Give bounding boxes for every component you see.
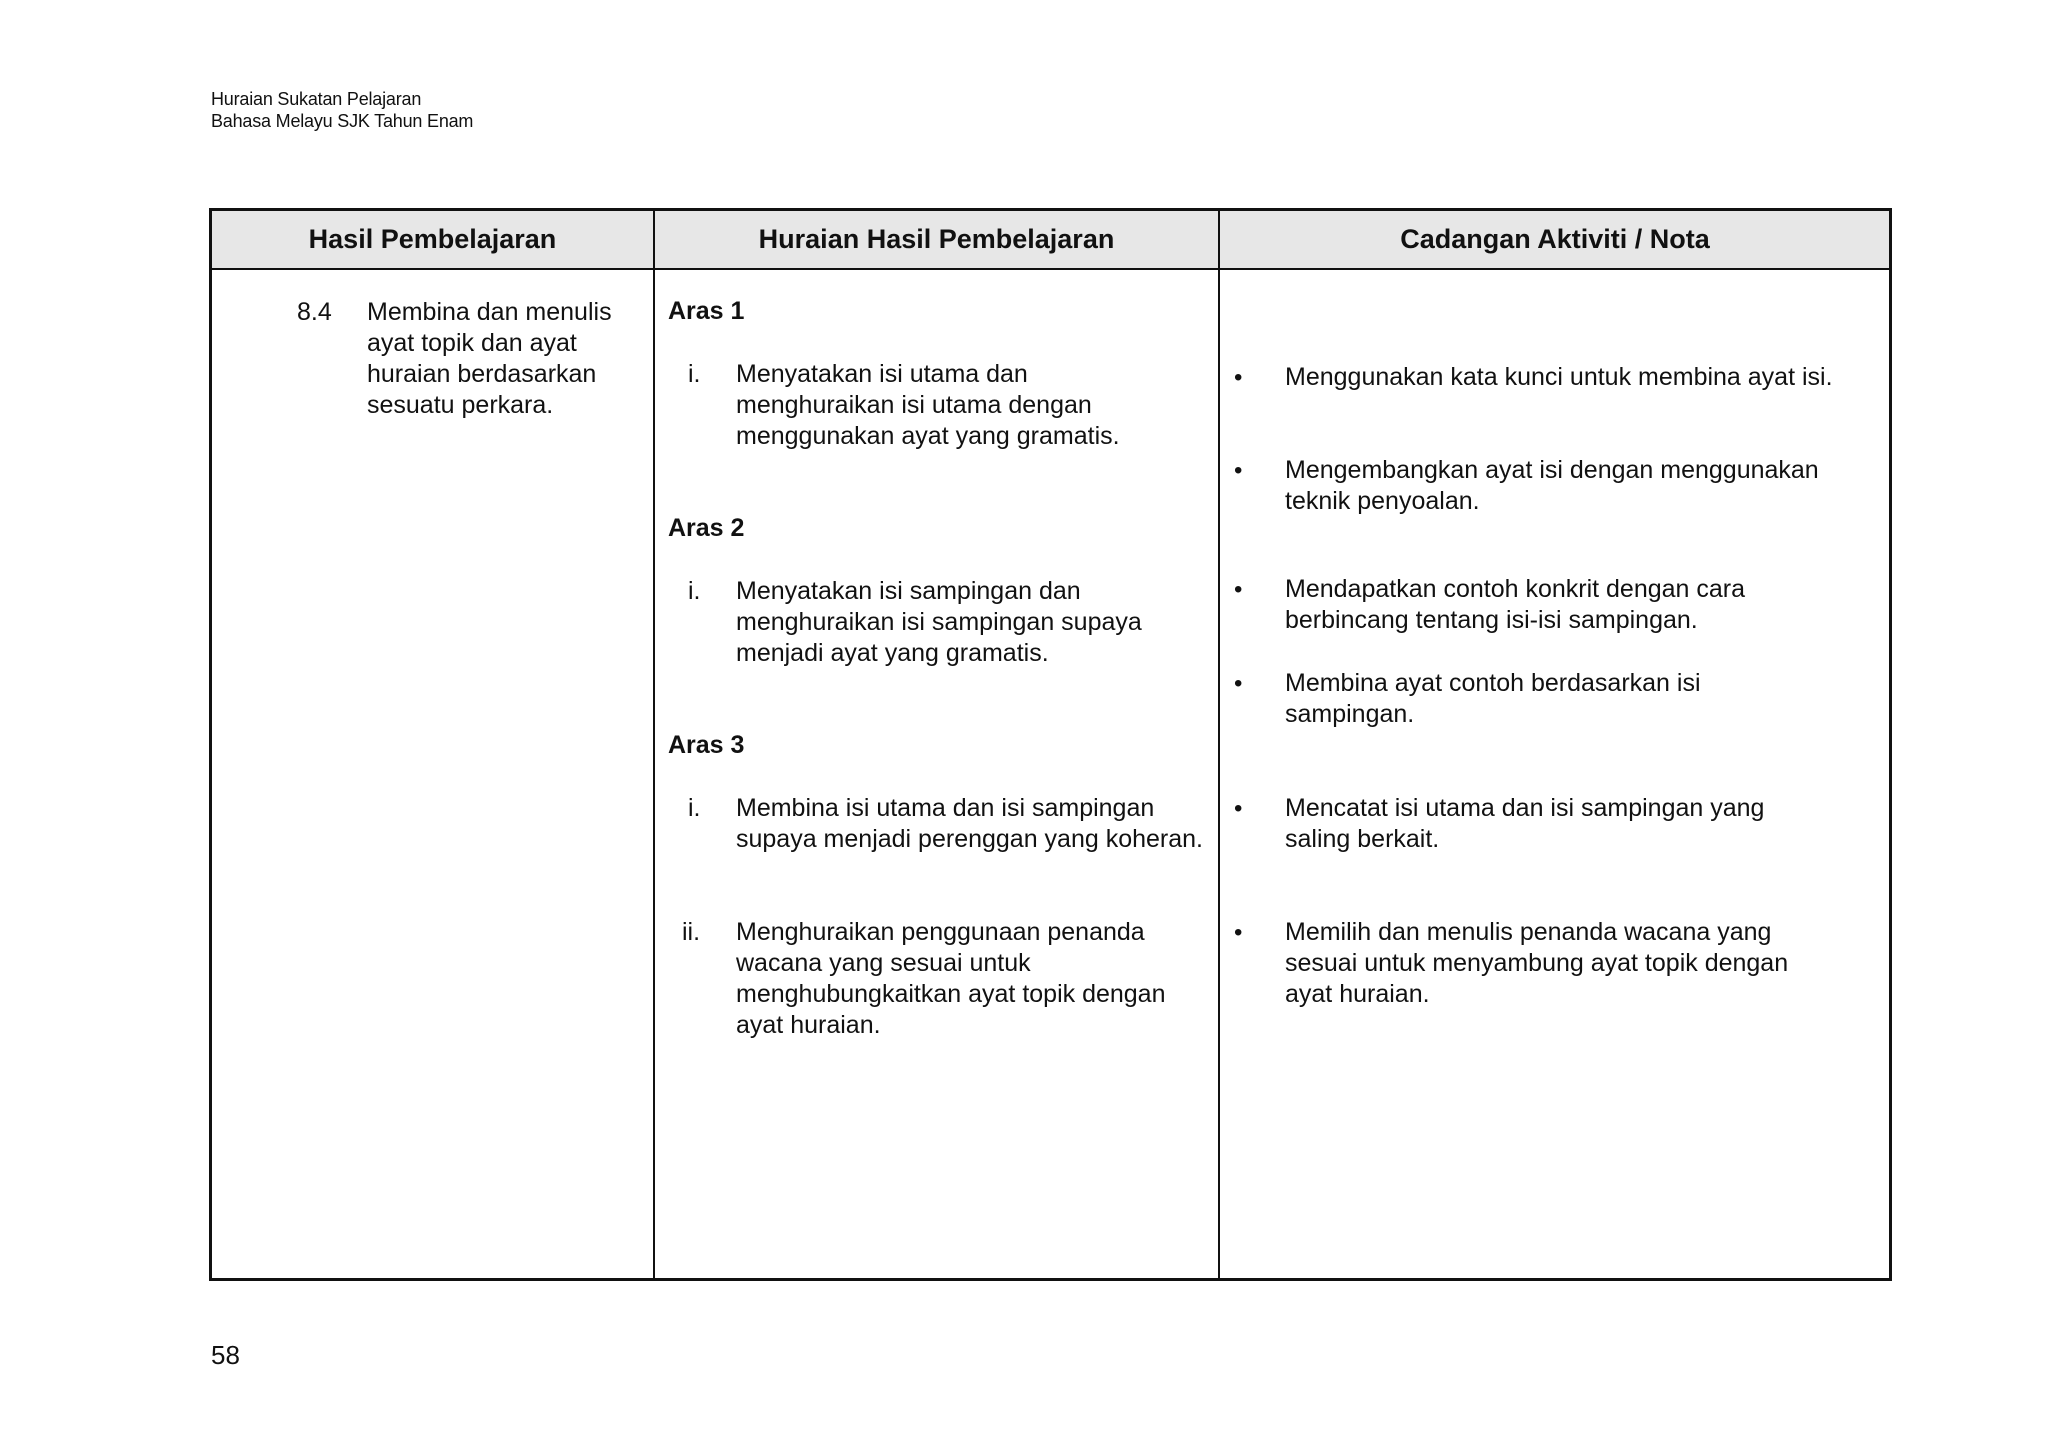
activity-item: Mengembangkan ayat isi dengan menggunakan teknik penyoalan. xyxy=(1285,456,1819,515)
item-number: i. xyxy=(688,577,701,605)
activity-item: Memilih dan menulis penanda wacana yang sesuai untuk menyambung ayat topik dengan ayat huraian. xyxy=(1285,918,1789,1008)
bullet-icon: • xyxy=(1234,919,1243,946)
column-header-outcome: Hasil Pembelajaran xyxy=(308,224,557,254)
item-number: i. xyxy=(688,794,701,822)
bullet-icon: • xyxy=(1234,364,1243,391)
level-description: Membina isi utama dan isi sampingan supaya menjadi perenggan yang koheran. xyxy=(736,794,1204,853)
level-description: Menyatakan isi utama dan menghuraikan isi utama dengan menggunakan ayat yang gramatis. xyxy=(736,360,1120,450)
outcome-text: Membina dan menulis ayat topik dan ayat huraian berdasarkan sesuatu perkara. xyxy=(367,298,612,419)
header-line-2: Bahasa Melayu SJK Tahun Enam xyxy=(211,111,474,131)
document-header xyxy=(211,88,473,132)
syllabus-table xyxy=(209,208,1892,1281)
level-description: Menghuraikan penggunaan penanda wacana yang sesuai untuk menghubungkaitkan ayat topik dengan ayat huraian. xyxy=(736,918,1166,1039)
column-header-description: Huraian Hasil Pembelajaran xyxy=(758,224,1115,254)
outcome-number: 8.4 xyxy=(297,298,332,326)
level-title: Aras 3 xyxy=(668,731,745,759)
bullet-icon: • xyxy=(1234,670,1243,697)
level-description: Menyatakan isi sampingan dan menghuraikan isi sampingan supaya menjadi ayat yang gramatis. xyxy=(736,577,1142,667)
activity-item: Mendapatkan contoh konkrit dengan cara berbincang tentang isi-isi sampingan. xyxy=(1285,575,1746,634)
column-divider xyxy=(653,211,655,1278)
page-number: 58 xyxy=(211,1340,240,1370)
item-number: i. xyxy=(688,360,701,388)
activity-item: Membina ayat contoh berdasarkan isi sampingan. xyxy=(1285,669,1701,728)
bullet-icon: • xyxy=(1234,576,1243,603)
item-number: ii. xyxy=(682,918,701,946)
activity-item: Menggunakan kata kunci untuk membina ayat isi. xyxy=(1285,363,1833,391)
column-header-activities: Cadangan Aktiviti / Nota xyxy=(1400,224,1710,254)
level-title: Aras 2 xyxy=(668,514,745,542)
level-title: Aras 1 xyxy=(668,297,745,325)
activity-item: Mencatat isi utama dan isi sampingan yang saling berkait. xyxy=(1285,794,1765,853)
bullet-icon: • xyxy=(1234,457,1243,484)
column-divider xyxy=(1218,211,1220,1278)
bullet-icon: • xyxy=(1234,795,1243,822)
header-line-1: Huraian Sukatan Pelajaran xyxy=(211,89,422,109)
